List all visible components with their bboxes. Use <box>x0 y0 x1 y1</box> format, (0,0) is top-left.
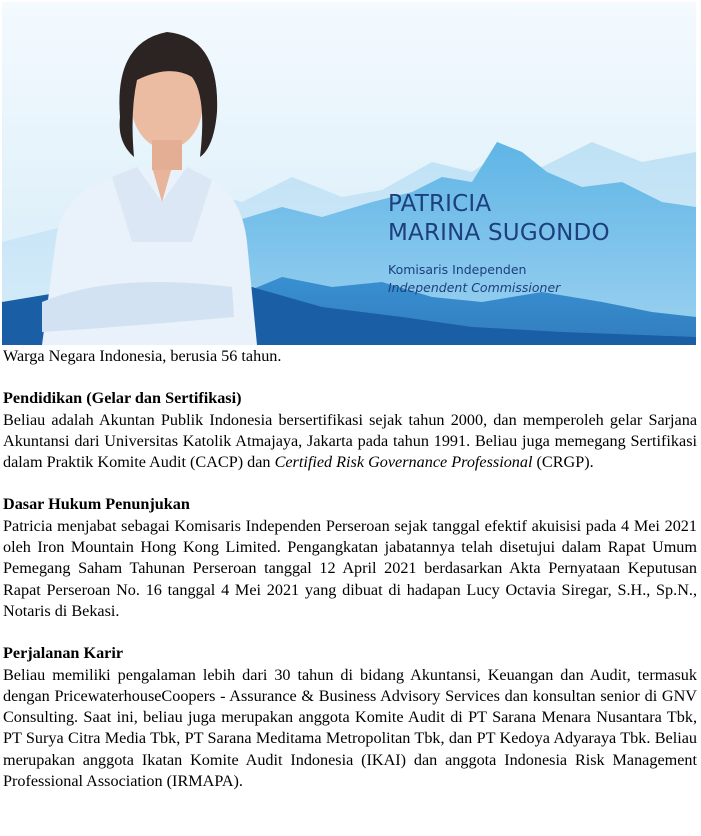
body-italic-text: Certified Risk Governance Professional <box>274 453 533 472</box>
section-heading: Pendidikan (Gelar dan Sertifikasi) <box>3 389 242 408</box>
section-education <box>3 388 697 473</box>
body-text: Beliau adalah Akuntan Publik Indonesia bersertifikasi sejak tahun 2000, dan memperoleh gelar Sarjana Akuntansi dari Universitas Katolik Atmajaya, Jakarta pada tahun 1991. Beliau juga memegang Sertifikasi dalam Praktik Komite Audit (CACP) dan <box>3 410 697 472</box>
section-legal-basis <box>3 494 697 622</box>
banner-name-first: PATRICIA <box>388 191 492 217</box>
profile-content <box>3 346 697 792</box>
section-heading: Perjalanan Karir <box>3 644 124 663</box>
section-heading: Dasar Hukum Penunjukan <box>3 495 190 514</box>
body-text: (CRGP). <box>532 453 594 472</box>
section-body <box>3 410 697 474</box>
banner-role-id: Komisaris Independen <box>388 262 527 277</box>
intro-text: Warga Negara Indonesia, berusia 56 tahun. <box>3 347 282 365</box>
section-body: Patricia menjabat sebagai Komisaris Independen Perseroan sejak tanggal efektif akuisisi pada 4 Mei 2021 oleh Iron Mountain Hong Kong Limited. Pengangkatan jabatannya telah disetujui dalam Rapat Umum Pemegang Saham Tahunan Perseroan tanggal 12 April 2021 berdasarkan Akta Pernyataan Keputusan Rapat Perseroan No. 16 tanggal 4 Mei 2021 yang dibuat di hadapan Lucy Octavia Siregar, S.H., Sp.N., Notaris di Bekasi. <box>3 516 697 620</box>
profile-banner <box>2 2 696 345</box>
banner-name-last: MARINA SUGONDO <box>388 220 610 246</box>
banner-role-en: Independent Commissioner <box>388 280 561 295</box>
section-career <box>3 643 697 792</box>
section-body: Beliau memiliki pengalaman lebih dari 30 tahun di bidang Akuntansi, Keuangan dan Audit, termasuk dengan PricewaterhouseCoopers - Assurance & Business Advisory Services dan konsultan senior di GNV Consulting. Saat ini, beliau juga merupakan anggota Komite Audit di PT Sarana Menara Nusantara Tbk, PT Surya Citra Media Tbk, PT Sarana Meditama Metropolitan Tbk, dan PT Kedoya Adyaraya Tbk. Beliau merupakan anggota Ikatan Komite Audit Indonesia (IKAI) dan anggota Indonesia Risk Management Professional Association (IRMAPA). <box>3 665 697 791</box>
